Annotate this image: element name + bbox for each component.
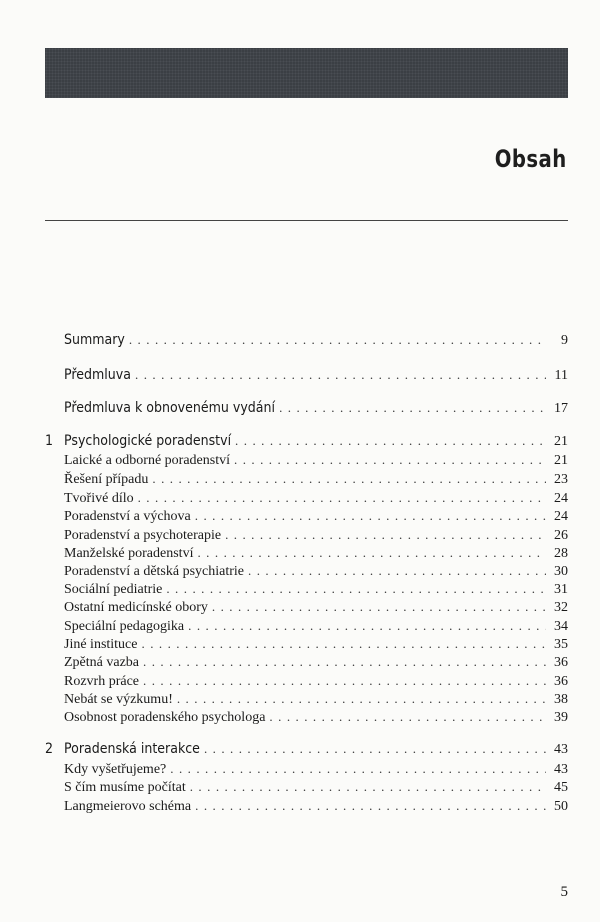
toc-section-entry: [45, 779, 568, 799]
toc-section-entry: [45, 636, 568, 656]
toc-leader-dots: [204, 741, 546, 757]
toc-entry-page: 11: [554, 368, 568, 383]
toc-entry-page: 45: [554, 780, 568, 795]
header-bar: [45, 48, 568, 98]
toc-section-entry: [45, 581, 568, 601]
toc-section-entry: [45, 618, 568, 638]
toc-leader-dots: [225, 527, 546, 543]
toc-entry-label: Předmluva k obnovenému vydání: [64, 400, 276, 416]
toc-entry-label: Speciální pedagogika: [64, 619, 185, 634]
toc-section-entry: [45, 761, 568, 781]
toc-entry-number: 2: [45, 741, 54, 757]
toc-entry-label: Poradenství a dětská psychiatrie: [64, 564, 245, 579]
toc-entry-page: 30: [554, 564, 568, 579]
toc-entry-label: Tvořivé dílo: [64, 491, 134, 506]
toc-chapter-entry: [45, 332, 568, 352]
toc-entry-page: 21: [554, 453, 568, 468]
toc-entry-label: Zpětná vazba: [64, 655, 140, 670]
toc-entry-label: Poradenství a výchova: [64, 509, 191, 524]
toc-entry-number: 1: [45, 433, 54, 449]
toc-entry-label: Ostatní medicínské obory: [64, 600, 208, 615]
toc-entry-page: 36: [554, 674, 568, 689]
toc-entry-label: Poradenská interakce: [64, 741, 200, 757]
toc-entry-page: 43: [554, 742, 568, 757]
toc-entry-page: 31: [554, 582, 568, 597]
page-number: 5: [560, 884, 568, 900]
toc-entry-page: 38: [554, 692, 568, 707]
toc-leader-dots: [135, 367, 546, 383]
toc-entry-label: Psychologické poradenství: [64, 433, 232, 449]
toc-entry-label: Manželské poradenství: [64, 546, 194, 561]
toc-leader-dots: [195, 798, 546, 814]
toc-section-entry: [45, 471, 568, 491]
toc-chapter-entry: [45, 741, 568, 761]
toc-leader-dots: [212, 599, 546, 615]
toc-entry-label: Řešení případu: [64, 472, 149, 487]
toc-section-entry: [45, 452, 568, 472]
toc-leader-dots: [235, 433, 546, 449]
page-title: Obsah: [495, 145, 567, 173]
toc-entry-page: 17: [554, 401, 568, 416]
toc-section-entry: [45, 673, 568, 693]
toc-section-entry: [45, 599, 568, 619]
toc-entry-page: 50: [554, 799, 568, 814]
toc-chapter-entry: [45, 367, 568, 387]
toc-entry-label: Kdy vyšetřujeme?: [64, 762, 167, 777]
toc-entry-label: Laické a odborné poradenství: [64, 453, 230, 468]
toc-leader-dots: [197, 545, 546, 561]
toc-entry-page: 24: [554, 491, 568, 506]
toc-leader-dots: [142, 636, 547, 652]
toc-section-entry: [45, 563, 568, 583]
toc-section-entry: [45, 691, 568, 711]
toc-entry-page: 34: [554, 619, 568, 634]
toc-entry-label: Langmeierovo schéma: [64, 799, 192, 814]
toc-section-entry: [45, 545, 568, 565]
toc-entry-page: 39: [554, 710, 568, 725]
toc-section-entry: [45, 527, 568, 547]
toc-leader-dots: [195, 508, 546, 524]
toc-leader-dots: [166, 581, 546, 597]
toc-entry-page: 26: [554, 528, 568, 543]
toc-entry-label: Nebát se výzkumu!: [64, 692, 173, 707]
toc-leader-dots: [129, 332, 546, 348]
toc-entry-label: Summary: [64, 332, 125, 348]
toc-section-entry: [45, 490, 568, 510]
toc-section-entry: [45, 798, 568, 818]
toc-leader-dots: [234, 452, 546, 468]
toc-entry-label: Rozvrh práce: [64, 674, 140, 689]
toc-leader-dots: [269, 709, 546, 725]
toc-leader-dots: [177, 691, 546, 707]
toc-entry-page: 24: [554, 509, 568, 524]
toc-entry-label: Poradenství a psychoterapie: [64, 528, 222, 543]
toc-entry-label: Jiné instituce: [64, 637, 138, 652]
toc-entry-page: 43: [554, 762, 568, 777]
toc-leader-dots: [248, 563, 546, 579]
toc-entry-page: 23: [554, 472, 568, 487]
toc-chapter-entry: [45, 400, 568, 420]
toc-chapter-entry: [45, 433, 568, 453]
toc-entry-page: 9: [561, 333, 568, 348]
toc-section-entry: [45, 709, 568, 729]
toc-entry-page: 36: [554, 655, 568, 670]
toc-entry-page: 32: [554, 600, 568, 615]
title-rule: [45, 220, 568, 221]
toc-leader-dots: [188, 618, 546, 634]
toc-leader-dots: [138, 490, 546, 506]
toc-leader-dots: [190, 779, 546, 795]
toc-section-entry: [45, 654, 568, 674]
toc-leader-dots: [279, 400, 546, 416]
toc-leader-dots: [143, 654, 546, 670]
toc-leader-dots: [170, 761, 546, 777]
toc-entry-label: Sociální pediatrie: [64, 582, 163, 597]
toc-section-entry: [45, 508, 568, 528]
toc-entry-page: 21: [554, 434, 568, 449]
toc-entry-page: 28: [554, 546, 568, 561]
toc-leader-dots: [143, 673, 546, 689]
toc-entry-label: Předmluva: [64, 367, 131, 383]
toc-entry-label: S čím musíme počítat: [64, 780, 186, 795]
toc-leader-dots: [152, 471, 546, 487]
toc-entry-page: 35: [554, 637, 568, 652]
toc-entry-label: Osobnost poradenského psychologa: [64, 710, 266, 725]
